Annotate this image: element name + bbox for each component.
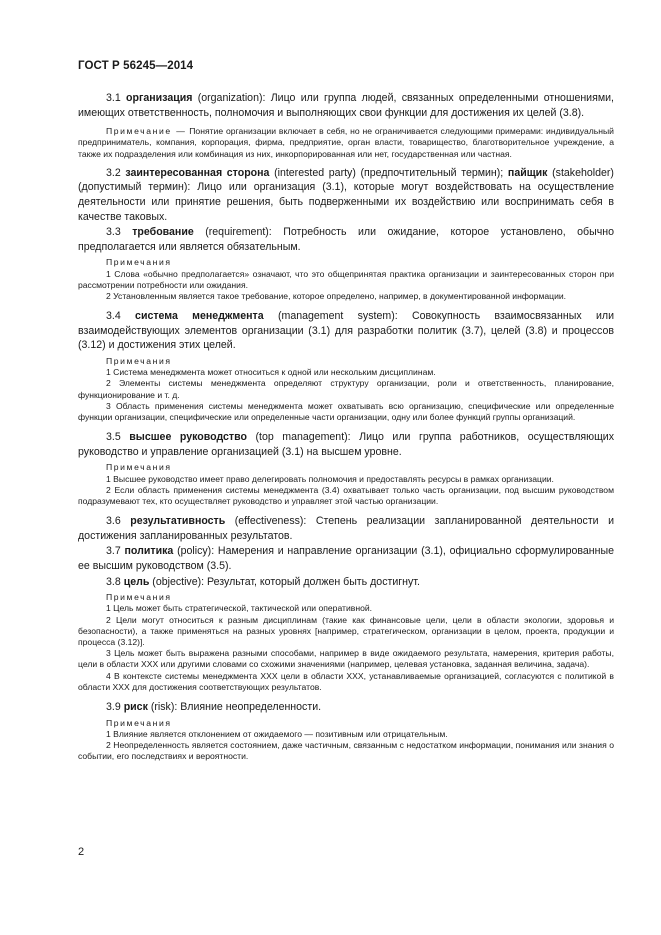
term: цель xyxy=(123,575,150,588)
note-item: 2 Цели могут относиться к разным дисциплинам (такие как финансовые цели, цели в области экологии, здоровья и безопасности), а также применяться на разных уровнях [например, стратегическом, организации в целом, проекта, продукции и процесса (3.12)]. xyxy=(78,614,614,647)
note-item: 1 Система менеджмента может относиться к одной или нескольким дисциплинам. xyxy=(106,367,436,378)
note-item: 3 Цель может быть выражена разными способами, например в виде ожидаемого результата, намерения, критерия работы, цели в области XXX или другими словами со схожими значениями (например, целевая установка, заданная величина, задача). xyxy=(78,648,614,670)
term: требование xyxy=(132,226,194,239)
entry-3-1: 3.1 организация (organization): Лицо или группа людей, связанных определенными отношениями, имеющих ответственность, полномочия и выполняющих свои функции для достижения их целей (3.8). xyxy=(78,92,614,119)
note-item: 2 Если область применения системы менеджмента (3.4) охватывает только часть организации, под высшим руководством подразумевают тех, кто осуществляет руководство и управляет этой частью организации. xyxy=(78,484,614,506)
notes-heading: Примечания xyxy=(106,355,172,366)
entry-3-1-note: Примечание — Понятие организации включает в себя, но не ограничивается следующими примерами: индивидуальный предприниматель, компания, корпорация, фирма, предприятие, орган власти, товарищество, благотворительное учреждение, а также их подразделения или комбинация из них, инкорпорированная или нет, государственная или частная. xyxy=(78,126,614,159)
entry-3-8: 3.8 цель (objective): Результат, который должен быть достигнут. xyxy=(106,575,420,588)
entry-3-3: 3.3 требование (requirement): Потребность или ожидание, которое установлено, обычно предполагается или является обязательным. xyxy=(78,226,614,253)
term: высшее руководство xyxy=(129,431,247,444)
entry-3-2: 3.2 заинтересованная сторона (interested party) (предпочтительный термин); пайщик (stakeholder) (допустимый термин): Лицо или организация (3.1), которые могут воздействовать на осуществление деятельности или принятие решения, быть подверженными их воздействию или воспринимать себя в качестве таковых. xyxy=(78,166,614,223)
term: организация xyxy=(126,92,193,104)
page-number: 2 xyxy=(78,846,85,858)
term: заинтересованная сторона xyxy=(125,166,270,179)
notes-heading: Примечания xyxy=(106,462,172,473)
standard-header: ГОСТ Р 56245—2014 xyxy=(78,60,194,72)
note-item: 2 Элементы системы менеджмента определяют структуру организации, роли и ответственность, планирование, функционирование и т. д. xyxy=(78,378,614,400)
entry-3-4: 3.4 система менеджмента (management system): Совокупность взаимосвязанных или взаимодействующих элементов организации (3.1) для разработки политик (3.7), целей (3.8) и процессов (3.12) и достижения этих целей. xyxy=(78,310,614,352)
notes-heading: Примечания xyxy=(106,257,172,268)
notes-heading: Примечания xyxy=(106,717,172,728)
document-body xyxy=(78,91,614,762)
note-item: 3 Область применения системы менеджмента может охватывать всю организацию, специфические или определенные функции организации, специфические или определенные части организации, одну или более функций группы организаций. xyxy=(78,400,614,422)
note-item: 2 Установленным является такое требование, которое определено, например, в документированной информации. xyxy=(106,290,567,301)
entry-3-6: 3.6 результативность (effectiveness): Степень реализации запланированной деятельности и достижения запланированных результатов. xyxy=(78,515,614,542)
term-alt: пайщик xyxy=(507,166,548,179)
note-item: 2 Неопределенность является состоянием, даже частичным, связанным с недостатком информации, понимания или знания о событии, его последствиях и вероятности. xyxy=(78,739,614,762)
note-item: 1 Слова «обычно предполагается» означают, что это общепринятая практика организации и заинтересованных сторон при рассмотрении потребности или ожидания. xyxy=(78,268,614,290)
note-item: 1 Влияние является отклонением от ожидаемого — позитивным или отрицательным. xyxy=(106,728,448,739)
note-item: 4 В контексте системы менеджмента XXX цели в области XXX, устанавливаемые организацией, согласуются с политикой в области XXX для достижения соответствующих результатов. xyxy=(78,670,614,692)
note-item: 1 Высшее руководство имеет право делегировать полномочия и предоставлять ресурсы в рамках организации. xyxy=(106,473,554,484)
entry-3-9: 3.9 риск (risk): Влияние неопределенности. xyxy=(106,700,322,713)
notes-heading: Примечания xyxy=(106,592,172,603)
entry-3-5: 3.5 высшее руководство (top management): Лицо или группа работников, осуществляющих руководство и управление организацией (3.1) на высшем уровне. xyxy=(78,431,614,458)
term: система менеджмента xyxy=(135,310,264,323)
term: политика xyxy=(124,545,174,558)
term: риск xyxy=(123,700,148,713)
entry-3-7: 3.7 политика (policy): Намерения и направление организации (3.1), официально сформулированные ее высшим руководством (3.5). xyxy=(78,545,614,572)
term: результативность xyxy=(130,515,226,528)
note-item: 1 Цель может быть стратегической, тактической или оперативной. xyxy=(106,603,373,614)
